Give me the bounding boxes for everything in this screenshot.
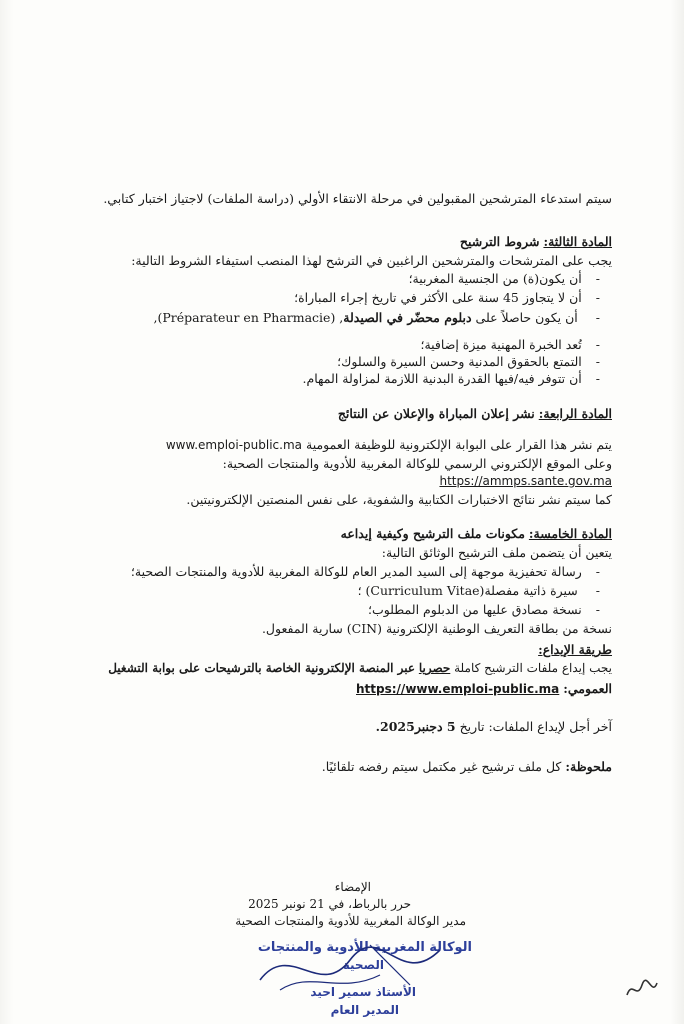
article-5-heading: المادة الخامسة: مكونات ملف الترشيح وكيفية إيداعه xyxy=(340,526,612,541)
article-3-intro: يجب على المترشحات والمترشحين الراغبين في الترشح لهذا المنصب استيفاء الشروط التالية: xyxy=(131,253,612,268)
article-3-heading: المادة الثالثة: شروط الترشيح xyxy=(459,234,612,249)
signature-label: الإمضاء xyxy=(334,880,371,894)
article-4-heading: المادة الرابعة: نشر إعلان المباراة والإعلان عن النتائج xyxy=(337,406,612,421)
article-4-line-1: يتم نشر هذا القرار على البوابة الإلكترونية للوظيفة العمومية www.emploi-public.ma xyxy=(165,437,612,452)
stamp-agency-line-1: الوكالة المغربية للأدوية والمنتجات xyxy=(257,940,472,955)
condition-item: - تُعد الخبرة المهنية ميزة إضافية؛ xyxy=(100,336,612,353)
deposit-heading: طريقة الإيداع: xyxy=(538,642,612,657)
note: ملحوظة: كل ملف ترشيح غير مكتمل سيتم رفضه تلقائيًا. xyxy=(321,759,612,774)
article-4-line-2: وعلى الموقع الإلكتروني الرسمي للوكالة المغربية للأدوية والمنتجات الصحية: xyxy=(222,456,612,471)
file-item: - سيرة ذاتية مفصلة(Curriculum Vitae) ؛ xyxy=(100,582,612,599)
condition-item: - أن لا يتجاوز 45 سنة على الأكثر في تاريخ إجراء المباراة؛ xyxy=(100,289,612,306)
stamp-role: المدير العام xyxy=(330,1003,399,1017)
condition-item: - أن يكون(ة) من الجنسية المغربية؛ xyxy=(100,270,612,287)
article-5-intro: يتعين أن يتضمن ملف الترشيح الوثائق التالية: xyxy=(381,545,612,560)
article-4-line-3: كما سيتم نشر نتائج الاختبارات الكتابية والشفوية، على نفس المنصتين الإلكترونيتين. xyxy=(186,492,612,507)
condition-item: - أن تتوفر فيه/فيها القدرة البدنية اللازمة لمزاولة المهام. xyxy=(100,370,612,387)
file-item: - نسخة مصادق عليها من الدبلوم المطلوب؛ xyxy=(100,601,612,618)
ammps-link[interactable]: https://ammps.sante.gov.ma xyxy=(439,474,612,488)
deadline: آخر أجل لإيداع الملفات: تاريخ 5 دجنبر2025. xyxy=(375,719,612,734)
deposit-text: يجب إيداع ملفات الترشيح كاملة حصريا عبر المنصة الإلكترونية الخاصة بالترشيحات على بوابة التشغيل xyxy=(108,661,612,675)
stamp-agency-line-2: الصحية xyxy=(342,958,384,972)
handwritten-page-mark xyxy=(622,975,662,1005)
condition-item: - التمتع بالحقوق المدنية وحسن السيرة والسلوك؛ xyxy=(100,353,612,370)
emploi-public-link[interactable]: https://www.emploi-public.ma xyxy=(356,682,560,696)
signature-title: مدير الوكالة المغربية للأدوية والمنتجات الصحية xyxy=(235,914,466,928)
signature-date: حرر بالرباط، في 21 نونبر 2025 xyxy=(248,897,411,911)
file-item-cin: نسخة من بطاقة التعريف الوطنية الإلكترونية (CIN) سارية المفعول. xyxy=(261,621,612,636)
stamp-name: الأستاذ سمير احيد xyxy=(310,985,416,999)
file-item: - رسالة تحفيزية موجهة إلى السيد المدير العام للوكالة المغربية للأدوية والمنتجات الصحية؛ xyxy=(100,563,612,580)
handwritten-signature xyxy=(250,930,450,1010)
deposit-url-line: العمومي: https://www.emploi-public.ma xyxy=(356,681,612,696)
condition-item: - أن يكون حاصلاً على دبلوم محضّر في الصيدلة, (Préparateur en Pharmacie), xyxy=(100,309,612,326)
intro-text: سيتم استدعاء المترشحين المقبولين في مرحلة الانتقاء الأولي (دراسة الملفات) لاجتياز اختبار كتابي. xyxy=(103,191,612,206)
